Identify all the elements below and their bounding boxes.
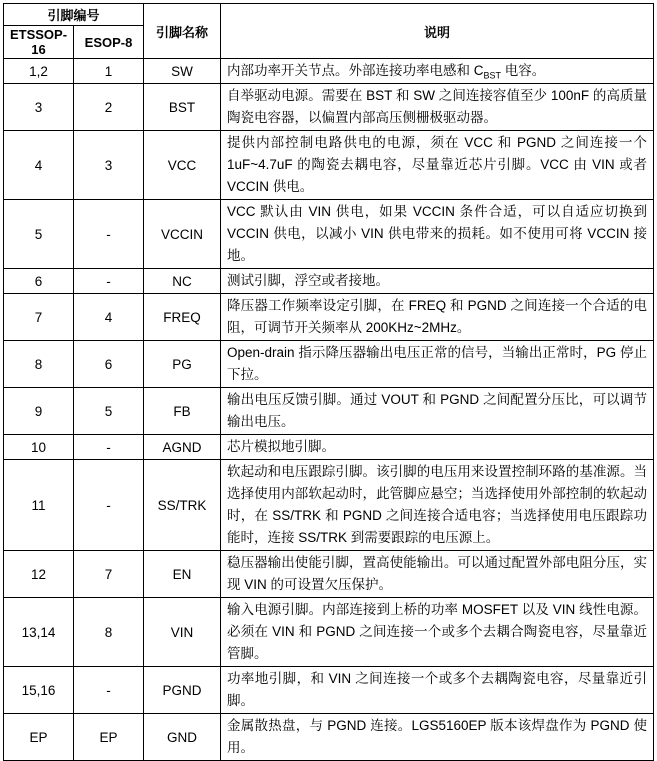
cell-pin-name: VIN xyxy=(144,598,221,667)
cell-pin-name: GND xyxy=(144,714,221,761)
cell-pin-etssop: 1,2 xyxy=(4,59,74,84)
cell-pin-esop: 1 xyxy=(74,59,144,84)
cell-pin-name: SW xyxy=(144,59,221,84)
cell-pin-esop: EP xyxy=(74,714,144,761)
header-col-description: 说明 xyxy=(221,4,654,59)
cell-pin-esop: 8 xyxy=(74,598,144,667)
cell-pin-etssop: 4 xyxy=(4,131,74,200)
table-body xyxy=(4,59,654,761)
table-row xyxy=(4,388,654,435)
cell-pin-etssop: 9 xyxy=(4,388,74,435)
table-row xyxy=(4,435,654,460)
description-subscript: BST xyxy=(483,70,502,81)
cell-pin-esop: 4 xyxy=(74,294,144,341)
table-row xyxy=(4,200,654,269)
header-col-esop8: ESOP-8 xyxy=(74,26,144,59)
cell-pin-esop: - xyxy=(74,200,144,269)
cell-pin-esop: 5 xyxy=(74,388,144,435)
header-col-pin-name: 引脚名称 xyxy=(144,4,221,59)
table-row xyxy=(4,551,654,598)
table-row xyxy=(4,59,654,84)
cell-pin-description: 芯片模拟地引脚。 xyxy=(221,435,654,460)
header-col-etssop16: ETSSOP-16 xyxy=(4,26,74,59)
cell-pin-esop: - xyxy=(74,435,144,460)
cell-pin-etssop: EP xyxy=(4,714,74,761)
table-row xyxy=(4,598,654,667)
cell-pin-etssop: 7 xyxy=(4,294,74,341)
cell-pin-esop: 7 xyxy=(74,551,144,598)
header-pin-number-group: 引脚编号 xyxy=(4,4,144,26)
cell-pin-etssop: 11 xyxy=(4,460,74,551)
cell-pin-description: 测试引脚，浮空或者接地。 xyxy=(221,269,654,294)
cell-pin-description: 稳压器输出使能引脚，置高使能输出。可以通过配置外部电阻分压，实现 VIN 的可设置欠压保护。 xyxy=(221,551,654,598)
cell-pin-name: FB xyxy=(144,388,221,435)
cell-pin-description: 降压器工作频率设定引脚，在 FREQ 和 PGND 之间连接一个合适的电阻，可调节开关频率从 200KHz~2MHz。 xyxy=(221,294,654,341)
cell-pin-esop: - xyxy=(74,667,144,714)
cell-pin-etssop: 13,14 xyxy=(4,598,74,667)
cell-pin-etssop: 5 xyxy=(4,200,74,269)
cell-pin-etssop: 12 xyxy=(4,551,74,598)
header-row-top xyxy=(4,4,654,26)
cell-pin-etssop: 8 xyxy=(4,341,74,388)
cell-pin-etssop: 15,16 xyxy=(4,667,74,714)
table-row xyxy=(4,131,654,200)
cell-pin-name: EN xyxy=(144,551,221,598)
cell-pin-esop: - xyxy=(74,460,144,551)
cell-pin-description: 输出电压反馈引脚。通过 VOUT 和 PGND 之间配置分压比，可以调节输出电压。 xyxy=(221,388,654,435)
pin-description-table xyxy=(3,3,654,761)
description-text: 内部功率开关节点。外部连接功率电感和 C xyxy=(227,63,484,78)
cell-pin-esop: 6 xyxy=(74,341,144,388)
cell-pin-description: Open-drain 指示降压器输出电压正常的信号，当输出正常时，PG 停止下拉。 xyxy=(221,341,654,388)
cell-pin-name: VCCIN xyxy=(144,200,221,269)
cell-pin-name: VCC xyxy=(144,131,221,200)
table-row xyxy=(4,460,654,551)
cell-pin-name: NC xyxy=(144,269,221,294)
table-header xyxy=(4,4,654,59)
cell-pin-description: 输入电源引脚。内部连接到上桥的功率 MOSFET 以及 VIN 线性电源。必须在 VIN 和 PGND 之间连接一个或多个去耦合陶瓷电容，尽量靠近管脚。 xyxy=(221,598,654,667)
cell-pin-esop: 3 xyxy=(74,131,144,200)
table-row xyxy=(4,667,654,714)
cell-pin-etssop: 3 xyxy=(4,84,74,131)
cell-pin-name: FREQ xyxy=(144,294,221,341)
cell-pin-name: AGND xyxy=(144,435,221,460)
cell-pin-name: BST xyxy=(144,84,221,131)
table-row xyxy=(4,294,654,341)
cell-pin-description: 软起动和电压跟踪引脚。该引脚的电压用来设置控制环路的基准源。当选择使用内部软起动时，此管脚应悬空；当选择使用外部控制的软起动时，在 SS/TRK 和 PGND 之间连接合适电容；当选择使用电压跟踪功能时，连接 SS/TRK 到需要跟踪的电压源上。 xyxy=(221,460,654,551)
cell-pin-esop: - xyxy=(74,269,144,294)
cell-pin-name: PG xyxy=(144,341,221,388)
cell-pin-name: SS/TRK xyxy=(144,460,221,551)
cell-pin-description: 金属散热盘，与 PGND 连接。LGS5160EP 版本该焊盘作为 PGND 使用。 xyxy=(221,714,654,761)
cell-pin-description: 自举驱动电源。需要在 BST 和 SW 之间连接容值至少 100nF 的高质量陶瓷电容器，以偏置内部高压侧栅极驱动器。 xyxy=(221,84,654,131)
cell-pin-etssop: 6 xyxy=(4,269,74,294)
cell-pin-description xyxy=(221,59,654,84)
description-text: 电容。 xyxy=(501,63,546,78)
table-row xyxy=(4,84,654,131)
cell-pin-etssop: 10 xyxy=(4,435,74,460)
cell-pin-esop: 2 xyxy=(74,84,144,131)
cell-pin-description: 功率地引脚，和 VIN 之间连接一个或多个去耦陶瓷电容，尽量靠近引脚。 xyxy=(221,667,654,714)
cell-pin-name: PGND xyxy=(144,667,221,714)
cell-pin-description: 提供内部控制电路供电的电源，须在 VCC 和 PGND 之间连接一个 1uF~4.7uF 的陶瓷去耦电容，尽量靠近芯片引脚。VCC 由 VIN 或者 VCCIN 供电。 xyxy=(221,131,654,200)
cell-pin-description: VCC 默认由 VIN 供电，如果 VCCIN 条件合适，可以自适应切换到 VCCIN 供电，以减小 VIN 供电带来的损耗。如不使用可将 VCCIN 接地。 xyxy=(221,200,654,269)
table-row xyxy=(4,714,654,761)
table-row xyxy=(4,341,654,388)
table-row xyxy=(4,269,654,294)
